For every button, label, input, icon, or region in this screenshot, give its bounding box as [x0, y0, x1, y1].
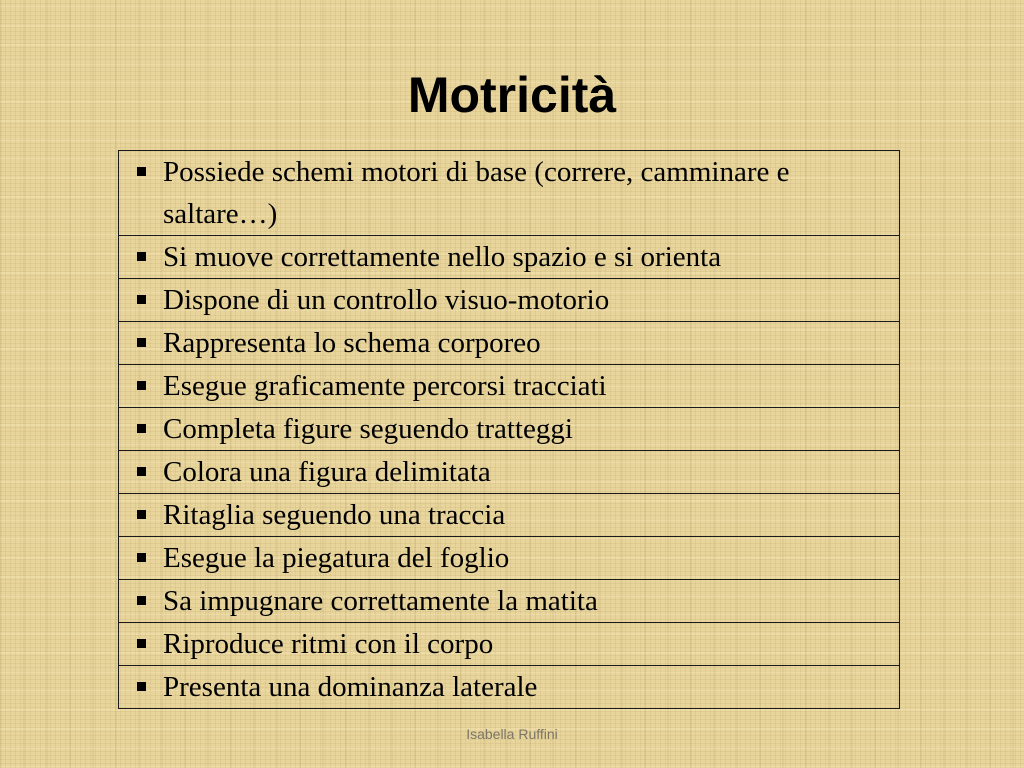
- table-row: [119, 236, 900, 279]
- table-cell: [119, 151, 900, 236]
- table-cell: [119, 236, 900, 279]
- list-item: [119, 408, 899, 450]
- table-row: [119, 623, 900, 666]
- square-bullet-icon: [119, 451, 163, 476]
- list-item-text: Presenta una dominanza laterale: [163, 671, 538, 703]
- table-row: [119, 151, 900, 236]
- table-row: [119, 365, 900, 408]
- list-item: [119, 494, 899, 536]
- square-bullet-icon: [119, 666, 163, 691]
- list-item-text: Colora una figura delimitata: [163, 456, 491, 488]
- list-item: [119, 666, 899, 708]
- skills-table: [118, 150, 900, 709]
- table-row: [119, 408, 900, 451]
- square-bullet-icon: [119, 236, 163, 261]
- table-cell: [119, 279, 900, 322]
- square-bullet-icon: [119, 151, 163, 176]
- skills-table-body: [119, 151, 900, 709]
- list-item: [119, 365, 899, 407]
- square-bullet-icon: [119, 408, 163, 433]
- list-item: [119, 279, 899, 321]
- table-cell: [119, 537, 900, 580]
- list-item-text: Completa figure seguendo tratteggi: [163, 413, 573, 445]
- table-row: [119, 537, 900, 580]
- list-item: [119, 322, 899, 364]
- table-cell: [119, 580, 900, 623]
- table-row: [119, 580, 900, 623]
- table-cell: [119, 408, 900, 451]
- square-bullet-icon: [119, 322, 163, 347]
- list-item: [119, 580, 899, 622]
- footer-author: Isabella Ruffini: [466, 726, 558, 742]
- list-item-text: Sa impugnare correttamente la matita: [163, 585, 598, 617]
- slide-title: Motricità: [407, 67, 617, 123]
- list-item-text: Possiede schemi motori di base (correre, camminare e saltare…): [163, 156, 790, 230]
- list-item: [119, 451, 899, 493]
- table-row: [119, 322, 900, 365]
- table-row: [119, 494, 900, 537]
- table-cell: [119, 365, 900, 408]
- list-item: [119, 236, 899, 278]
- list-item: [119, 623, 899, 665]
- table-row: [119, 451, 900, 494]
- list-item-text: Riproduce ritmi con il corpo: [163, 628, 494, 660]
- square-bullet-icon: [119, 365, 163, 390]
- list-item-text: Rappresenta lo schema corporeo: [163, 327, 541, 359]
- table-row: [119, 666, 900, 709]
- table-cell: [119, 623, 900, 666]
- table-cell: [119, 666, 900, 709]
- square-bullet-icon: [119, 537, 163, 562]
- table-row: [119, 279, 900, 322]
- table-cell: [119, 494, 900, 537]
- list-item: [119, 537, 899, 579]
- list-item-text: Esegue la piegatura del foglio: [163, 542, 510, 574]
- square-bullet-icon: [119, 580, 163, 605]
- list-item-text: Esegue graficamente percorsi tracciati: [163, 370, 607, 402]
- list-item-text: Si muove correttamente nello spazio e si orienta: [163, 241, 722, 273]
- table-cell: [119, 322, 900, 365]
- square-bullet-icon: [119, 623, 163, 648]
- list-item-text: Ritaglia seguendo una traccia: [163, 499, 506, 531]
- square-bullet-icon: [119, 279, 163, 304]
- square-bullet-icon: [119, 494, 163, 519]
- table-cell: [119, 451, 900, 494]
- list-item-text: Dispone di un controllo visuo-motorio: [163, 284, 610, 316]
- list-item: [119, 151, 899, 235]
